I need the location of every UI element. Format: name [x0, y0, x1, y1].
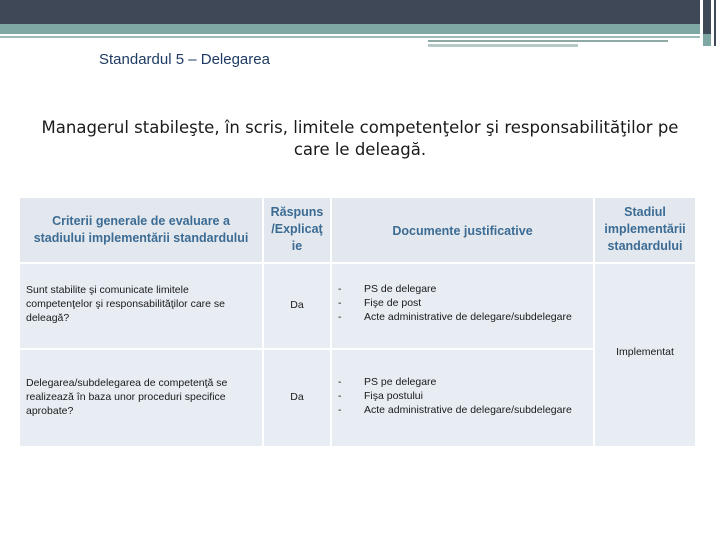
- row2-criteria-cell: [20, 350, 262, 446]
- row1-document-item: PS de delegare: [364, 283, 437, 295]
- row1-answer-cell: [264, 264, 330, 348]
- decor-line: [428, 44, 578, 47]
- header-answer: Răspuns /Explicaţ ie: [270, 205, 324, 253]
- row1-criteria: Sunt stabilite şi comunicate limitele competenţelor şi responsabilităţilor care se deleagă?: [26, 284, 226, 324]
- row2-document-item: PS pe delegare: [364, 376, 437, 388]
- row1-document-item: Acte administrative de delegare/subdelegare: [364, 311, 572, 323]
- decor-line: [428, 40, 668, 42]
- row1-criteria-cell: [20, 264, 262, 348]
- list-dash: -: [338, 376, 342, 388]
- status-cell: [595, 264, 695, 446]
- row2-documents-cell: [332, 350, 593, 446]
- top-accent-line: [0, 36, 700, 38]
- list-dash: -: [338, 297, 342, 309]
- header-documents: Documente justificative: [392, 224, 533, 238]
- status-value: Implementat: [616, 346, 674, 358]
- list-dash: -: [338, 311, 342, 323]
- list-dash: -: [338, 390, 342, 402]
- decor-line: [714, 0, 716, 46]
- slide-subtitle: Managerul stabileşte, în scris, limitele competenţelor şi responsabilităţilor pe care le deleagă.: [41, 118, 679, 159]
- decor-block: [703, 0, 711, 34]
- header-answer-cell: [264, 198, 330, 262]
- top-accent-bar: [0, 24, 700, 34]
- right-decor: [700, 0, 720, 540]
- header-status: Stadiul implementării standardului: [604, 205, 686, 253]
- row2-answer: Da: [290, 391, 304, 403]
- row1-document-item: Fişe de post: [364, 297, 422, 309]
- slide-title: Standardul 5 – Delegarea: [99, 51, 270, 68]
- list-dash: -: [338, 283, 342, 295]
- header-criteria: Criterii generale de evaluare a stadiului implementării standardului: [33, 214, 249, 245]
- header-status-cell: [595, 198, 695, 262]
- list-dash: -: [338, 404, 342, 416]
- row1-answer: Da: [290, 299, 304, 311]
- header-criteria-cell: [20, 198, 262, 262]
- row2-document-item: Acte administrative de delegare/subdelegare: [364, 404, 572, 416]
- top-bar: [0, 0, 700, 24]
- row2-document-item: Fişa postului: [364, 390, 423, 402]
- row2-answer-cell: [264, 350, 330, 446]
- header-documents-cell: [332, 198, 593, 262]
- row1-documents-cell: [332, 264, 593, 348]
- standards-table: [20, 198, 695, 446]
- row2-criteria: Delegarea/subdelegarea de competenţă se realizează în baza unor proceduri specifice aprobate?: [26, 377, 228, 417]
- decor-block: [703, 34, 711, 46]
